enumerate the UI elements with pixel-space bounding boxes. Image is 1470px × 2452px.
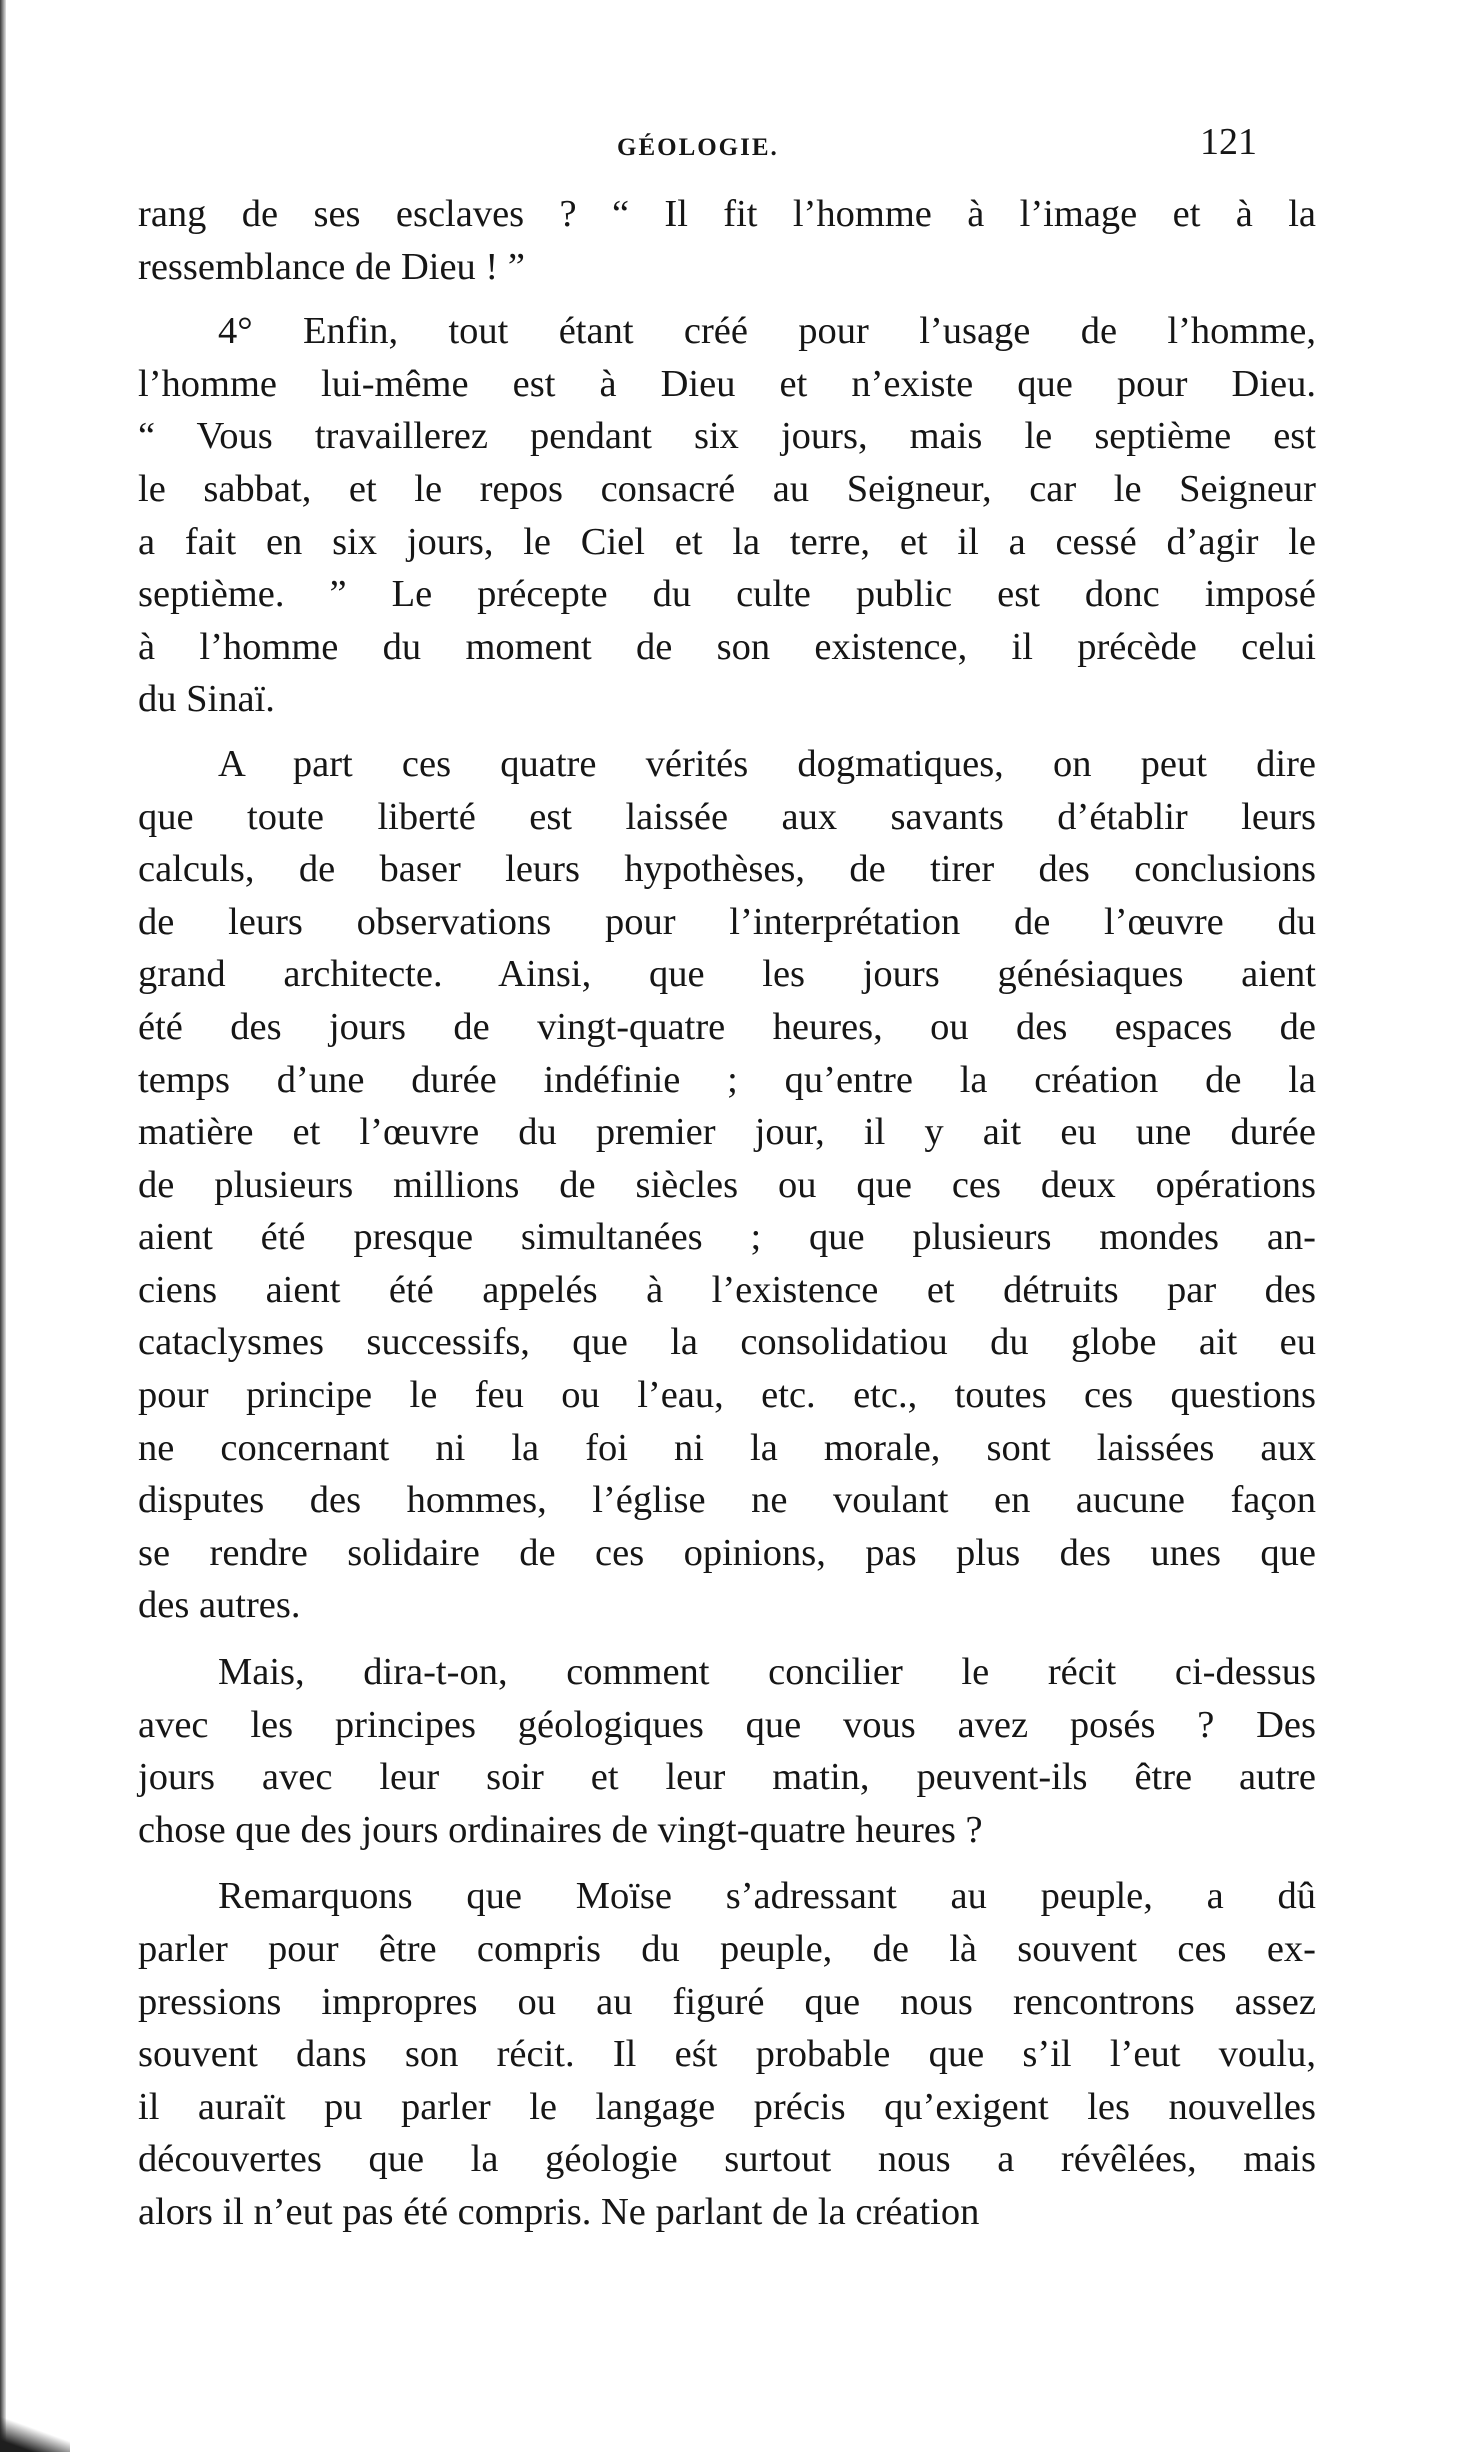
text-line: Remarquons que Moïse s’adressant au peuple, a dû — [218, 1875, 1316, 1918]
text-line: du Sinaï. — [138, 678, 275, 721]
running-head — [0, 120, 1470, 180]
text-line: a fait en six jours, le Ciel et la terre, et il a cessé d’agir le — [138, 520, 1316, 563]
text-line: ciens aient été appelés à l’existence et détruits par des — [138, 1268, 1316, 1311]
text-line: souvent dans son récit. Il eśt probable que s’il l’eut voulu, — [138, 2033, 1316, 2076]
corner-shadow — [0, 2412, 70, 2452]
paragraph — [138, 305, 1316, 726]
paragraph — [138, 738, 1316, 1632]
text-line: pour principe le feu ou l’eau, etc. etc., toutes ces questions — [138, 1374, 1316, 1417]
text-line: de leurs observations pour l’interprétation de l’œuvre du — [138, 900, 1316, 943]
text-line: “ Vous travaillerez pendant six jours, mais le septième est — [138, 415, 1316, 458]
text-line: ne concernant ni la foi ni la morale, sont laissées aux — [138, 1426, 1316, 1469]
text-line: 4° Enfin, tout étant créé pour l’usage de l’homme, — [218, 310, 1316, 353]
running-title: GÉOLOGIE. — [617, 134, 779, 161]
page-edge-shadow — [0, 0, 6, 2452]
text-line: découvertes que la géologie surtout nous a révêlées, mais — [138, 2138, 1316, 2181]
text-line: rang de ses esclaves ? “ Il fit l’homme à l’image et à la — [138, 193, 1316, 235]
text-line: chose que des jours ordinaires de vingt-quatre heures ? — [138, 1808, 983, 1851]
text-line: de plusieurs millions de siècles ou que ces deux opérations — [138, 1163, 1316, 1206]
text-line: avec les principes géologiques que vous avez posés ? Des — [138, 1703, 1316, 1746]
paragraph — [138, 1870, 1316, 2238]
text-line: pressions impropres ou au figuré que nous rencontrons assez — [138, 1980, 1316, 2023]
text-line: cataclysmes successifs, que la consolidatiou du globe ait eu — [138, 1321, 1316, 1364]
text-line: ressemblance de Dieu ! ” — [138, 245, 525, 288]
text-line: aient été presque simultanées ; que plusieurs mondes an- — [138, 1216, 1316, 1259]
text-line: alors il n’eut pas été compris. Ne parlant de la création — [138, 2190, 980, 2233]
text-line: que toute liberté est laissée aux savants d’établir leurs — [138, 795, 1316, 838]
text-line: l’homme lui-même est à Dieu et n’existe que pour Dieu. — [138, 362, 1316, 405]
text-line: grand architecte. Ainsi, que les jours génésiaques aient — [138, 953, 1316, 996]
text-line: septième. ” Le précepte du culte public est donc imposé — [138, 573, 1316, 616]
text-line: jours avec leur soir et leur matin, peuvent-ils être autre — [138, 1756, 1316, 1799]
text-line: parler pour être compris du peuple, de là souvent ces ex- — [138, 1928, 1316, 1970]
text-line: il auraït pu parler le langage précis qu’exigent les nouvelles — [138, 2085, 1316, 2128]
page-number: 121 — [1200, 121, 1257, 163]
paragraph — [138, 1646, 1316, 1856]
text-line: disputes des hommes, l’église ne voulant en aucune façon — [138, 1479, 1316, 1522]
text-line: calculs, de baser leurs hypothèses, de tirer des conclusions — [138, 848, 1316, 891]
text-line: se rendre solidaire de ces opinions, pas plus des unes que — [138, 1531, 1316, 1574]
text-line: Mais, dira-t-on, comment concilier le récit ci-dessus — [218, 1651, 1316, 1694]
text-line: des autres. — [138, 1584, 301, 1627]
text-line: temps d’une durée indéfinie ; qu’entre la création de la — [138, 1058, 1316, 1101]
text-line: A part ces quatre vérités dogmatiques, on peut dire — [218, 742, 1316, 785]
paragraph — [138, 188, 1316, 293]
text-line: été des jours de vingt-quatre heures, ou des espaces de — [138, 1005, 1316, 1048]
text-line: le sabbat, et le repos consacré au Seigneur, car le Seigneur — [138, 467, 1316, 510]
body-text — [138, 188, 1316, 2239]
text-line: à l’homme du moment de son existence, il précède celui — [138, 625, 1316, 668]
text-line: matière et l’œuvre du premier jour, il y ait eu une durée — [138, 1111, 1316, 1154]
